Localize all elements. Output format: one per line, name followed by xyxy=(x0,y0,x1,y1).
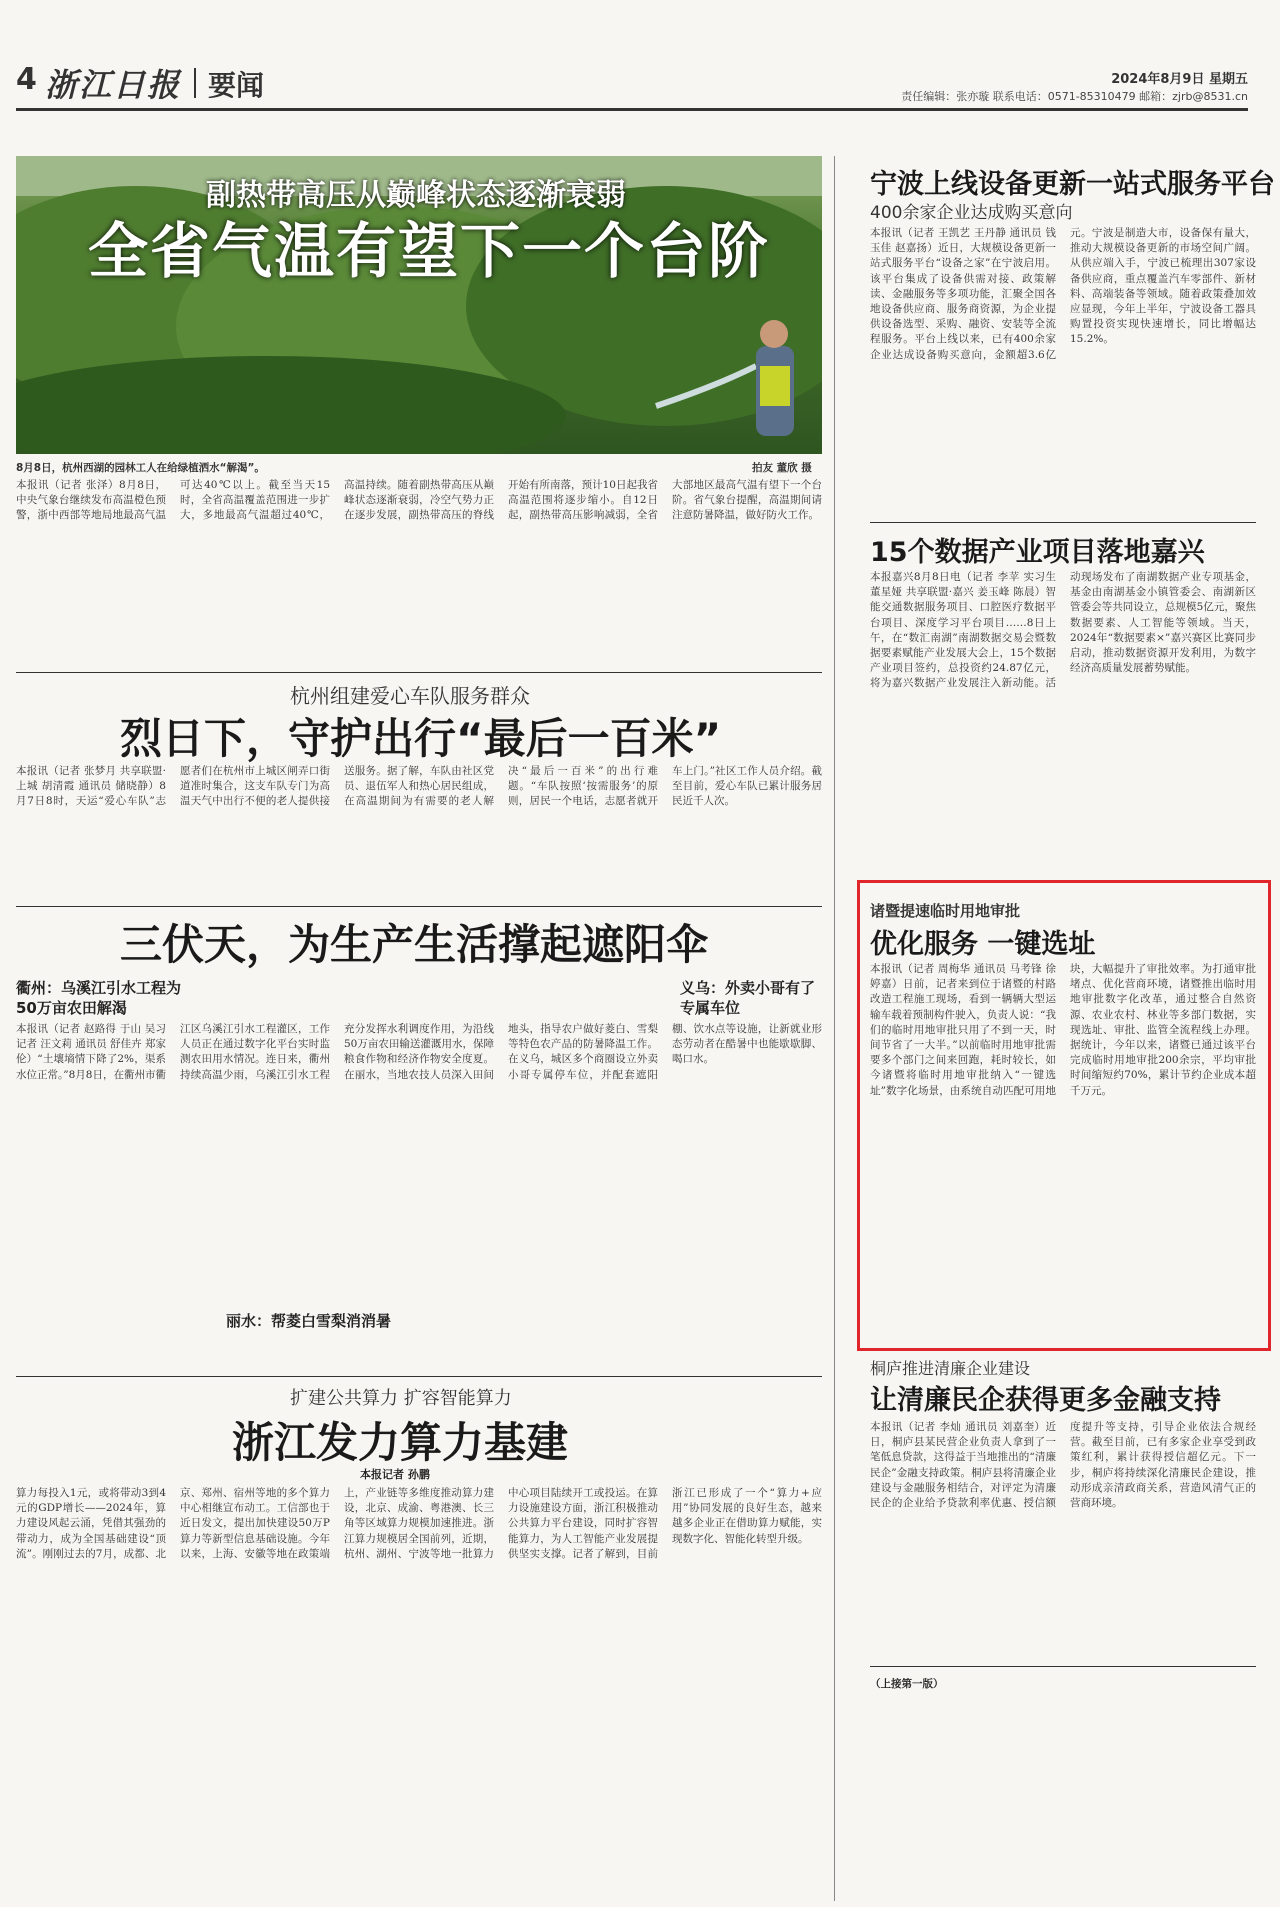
masthead-divider xyxy=(194,68,196,98)
zhuji-body: 本报讯（记者 周梅华 通讯员 马考锋 徐婷嘉）日前，记者来到位于诸暨的村路改造工程施工现场，看到一辆辆大型运输车载着预制构件驶入，负责人说：“我们的临时用地审批只用了不到一天，时间节省了一大半。”以前临时用地审批需要多个部门之间来回跑，耗时较长，如今诸暨将临时用地审批纳入“一键选址”数字化场景，由系统自动匹配可用地块，大幅提升了审批效率。为打通审批堵点、优化营商环境，诸暨推出临时用地审批数字化改革，通过整合自然资源、农业农村、林业等多部门数据，实现选址、审批、监管全流程线上办理。据统计，今年以来，诸暨已通过该平台完成临时用地审批200余宗，平均审批时间缩短约70%，累计节约企业成本超千万元。 xyxy=(870,963,1256,1097)
suanli-headline: 浙江发力算力基建 xyxy=(232,1418,569,1467)
issue-date: 2024年8月9日 星期五 xyxy=(1111,72,1248,87)
page-number: 4 xyxy=(16,62,37,97)
photo-caption: 8月8日，杭州西湖的园林工人在给绿植洒水“解渴”。 xyxy=(16,462,265,474)
tonglu-subtitle: 桐庐推进清廉企业建设 xyxy=(870,1359,1031,1378)
ningbo-subtitle: 400余家企业达成购买意向 xyxy=(870,203,1073,223)
aixin-subtitle: 杭州组建爱心车队服务群众 xyxy=(290,684,530,708)
ningbo-body: 本报讯（记者 王凯艺 王丹静 通讯员 钱玉佳 赵嘉扬）近日，大规模设备更新一站式服务平台“设备之家”在宁波启用。该平台集成了设备供需对接、政策解读、金融服务等多项功能，汇聚全国各地设备供应商、服务商资源，为企业提供设备选型、采购、融资、安装等全流程服务。平台上线以来，已有400余家企业达成设备购买意向，金额超3.6亿元。宁波是制造大市，设备保有量大，推动大规模设备更新的市场空间广阔。从供应端入手，宁波已梳理出307家设备供应商，重点覆盖汽车零部件、新材料、高端装备等领域。随着政策叠加效应显现，今年上半年，宁波设备工器具购置投资实现快速增长，同比增幅达15.2%。 xyxy=(870,227,1256,361)
photo-credit: 拍友 董欣 摄 xyxy=(752,462,812,474)
continued-label: （上接第一版） xyxy=(870,1678,944,1690)
top-story-body: 本报讯（记者 张泽）8月8日，中央气象台继续发布高温橙色预警，浙中西部等地局地最高气温可达40℃以上。截至当天15时，全省高温覆盖范围进一步扩大，多地最高气温超过40℃，高温持续。随着副热带高压从巅峰状态逐渐衰弱，冷空气势力正在逐步发展，副热带高压的脊线开始有所南落，预计10日起我省高温范围将逐步缩小。自12日起，副热带高压影响减弱，全省大部地区最高气温有望下一个台阶。省气象台提醒，高温期间请注意防暑降温，做好防火工作。 xyxy=(16,479,822,522)
jiaxing-body: 本报嘉兴8月8日电（记者 李苹 实习生 董星娅 共享联盟·嘉兴 姜玉峰 陈晨）智能交通数据服务项目、口腔医疗数据平台项目、深度学习平台项目……8日上午，在“数汇南湖”南湖数据交易会暨数据要素赋能产业发展大会上，15个数据产业项目签约，总投资约24.87亿元，将为嘉兴数据产业发展注入新动能。活动现场发布了南湖数据产业专项基金，基金由南湖基金小镇管委会、南湖新区管委会等共同设立，总规模5亿元，聚焦数据要素、人工智能等领域。当天，2024年“数据要素×”嘉兴赛区比赛同步启动，推动数据资源开发利用，为数字经济高质量发展蓄势赋能。 xyxy=(870,571,1256,690)
divider-r2 xyxy=(870,1666,1256,1667)
sanfu-body: 本报讯（记者 赵路得 于山 吴习 记者 汪文莉 通讯员 舒佳卉 郑家伦）“土壤墒情下降了2%，渠系水位正常。”8月8日，在衢州市衢江区乌溪江引水工程灌区，工作人员正在通过数字化平台实时监测农田用水情况。连日来，衢州持续高温少雨，乌溪江引水工程充分发挥水利调度作用，为沿线50万亩农田输送灌溉用水，保障粮食作物和经济作物安全度夏。在丽水，当地农技人员深入田间地头，指导农户做好菱白、雪梨等特色农产品的防暑降温工作。在义乌，城区多个商圈设立外卖小哥专属停车位，并配套遮阳棚、饮水点等设施，让新就业形态劳动者在酷暑中也能歇歇脚、喝口水。 xyxy=(16,1023,822,1081)
header-rule xyxy=(16,108,1248,111)
editor-info: 责任编辑：张亦璇 联系电话：0571-85310479 邮箱：zjrb@8531.cn xyxy=(901,90,1248,103)
top-story-headline: 全省气温有望下一个台阶 xyxy=(88,217,770,287)
zhuji-headline: 优化服务 一键选址 xyxy=(870,929,1096,960)
masthead-logo: 浙江日报 xyxy=(45,66,182,104)
quzhou-title: 衢州：乌溪江引水工程为50万亩农田解渴 xyxy=(16,979,182,1017)
suanli-subtitle: 扩建公共算力 扩容智能算力 xyxy=(290,1388,512,1409)
divider-r1 xyxy=(870,522,1256,523)
divider-3 xyxy=(16,1376,822,1377)
aixin-headline: 烈日下，守护出行“最后一百米” xyxy=(120,714,722,763)
column-separator xyxy=(834,156,835,1901)
zhuji-subtitle: 诸暨提速临时用地审批 xyxy=(870,902,1021,920)
divider-2 xyxy=(16,906,822,907)
top-story-subtitle: 副热带高压从巅峰状态逐渐衰弱 xyxy=(206,178,626,213)
jiaxing-headline: 15个数据产业项目落地嘉兴 xyxy=(870,537,1205,568)
sanfu-headline: 三伏天，为生产生活撑起遮阳伞 xyxy=(120,920,709,969)
aixin-body: 本报讯（记者 张梦月 共享联盟·上城 胡清霞 通讯员 储晓静）8月7日8时，天运“爱心车队”志愿者们在杭州市上城区闸弄口街道准时集合，这支车队专门为高温天气中出行不便的老人提供接送服务。据了解，车队由社区党员、退伍军人和热心居民组成，在高温期间为有需要的老人解决“最后一百米”的出行难题。“车队按照‘按需服务’的原则，居民一个电话，志愿者就开车上门。”社区工作人员介绍。截至目前，爱心车队已累计服务居民近千人次。 xyxy=(16,765,822,808)
lishui-title: 丽水：帮菱白雪梨消消暑 xyxy=(226,1312,392,1330)
divider-1 xyxy=(16,672,822,673)
suanli-byline: 本报记者 孙鹏 xyxy=(360,1468,430,1481)
ningbo-headline: 宁波上线设备更新一站式服务平台 xyxy=(870,169,1275,200)
tonglu-body: 本报讯（记者 李灿 通讯员 刘嘉奎）近日，桐庐县某民营企业负责人拿到了一笔低息贷款，这得益于当地推出的“清廉民企”金融支持政策。桐庐县将清廉企业建设与金融服务相结合，对评定为清廉民企的企业给予贷款利率优惠、授信额度提升等支持，引导企业依法合规经营。截至目前，已有多家企业享受到政策红利，累计获得授信超亿元。下一步，桐庐将持续深化清廉民企建设，推动形成亲清政商关系，营造风清气正的营商环境。 xyxy=(870,1421,1256,1510)
top-story-photo xyxy=(16,156,822,454)
section-label: 要闻 xyxy=(208,69,265,102)
yiwu-title: 义乌：外卖小哥有了专属车位 xyxy=(680,979,816,1017)
suanli-body: 算力每投入1元，或将带动3到4元的GDP增长——2024年，算力建设风起云涌，凭借其强劲的带动力，成为全国基础建设“顶流”。刚刚过去的7月，成都、北京、郑州、宿州等地的多个算力中心相继宣布动工。工信部也于近日发文，提出加快建设50万P算力等新型信息基础设施。今年以来，上海、安徽等地在政策端上，产业链等多维度推动算力建设，北京、成渝、粤港澳、长三角等区域算力规模加速推进。浙江算力规模居全国前列，近期，杭州、湖州、宁波等地一批算力中心项目陆续开工或投运。在算力设施建设方面，浙江积极推动公共算力平台建设，同时扩容智能算力，为人工智能产业发展提供坚实支撑。记者了解到，目前浙江已形成了一个“算力+应用”协同发展的良好生态，越来越多企业正在借助算力赋能，实现数字化、智能化转型升级。 xyxy=(16,1487,822,1560)
tonglu-headline: 让清廉民企获得更多金融支持 xyxy=(870,1385,1221,1416)
